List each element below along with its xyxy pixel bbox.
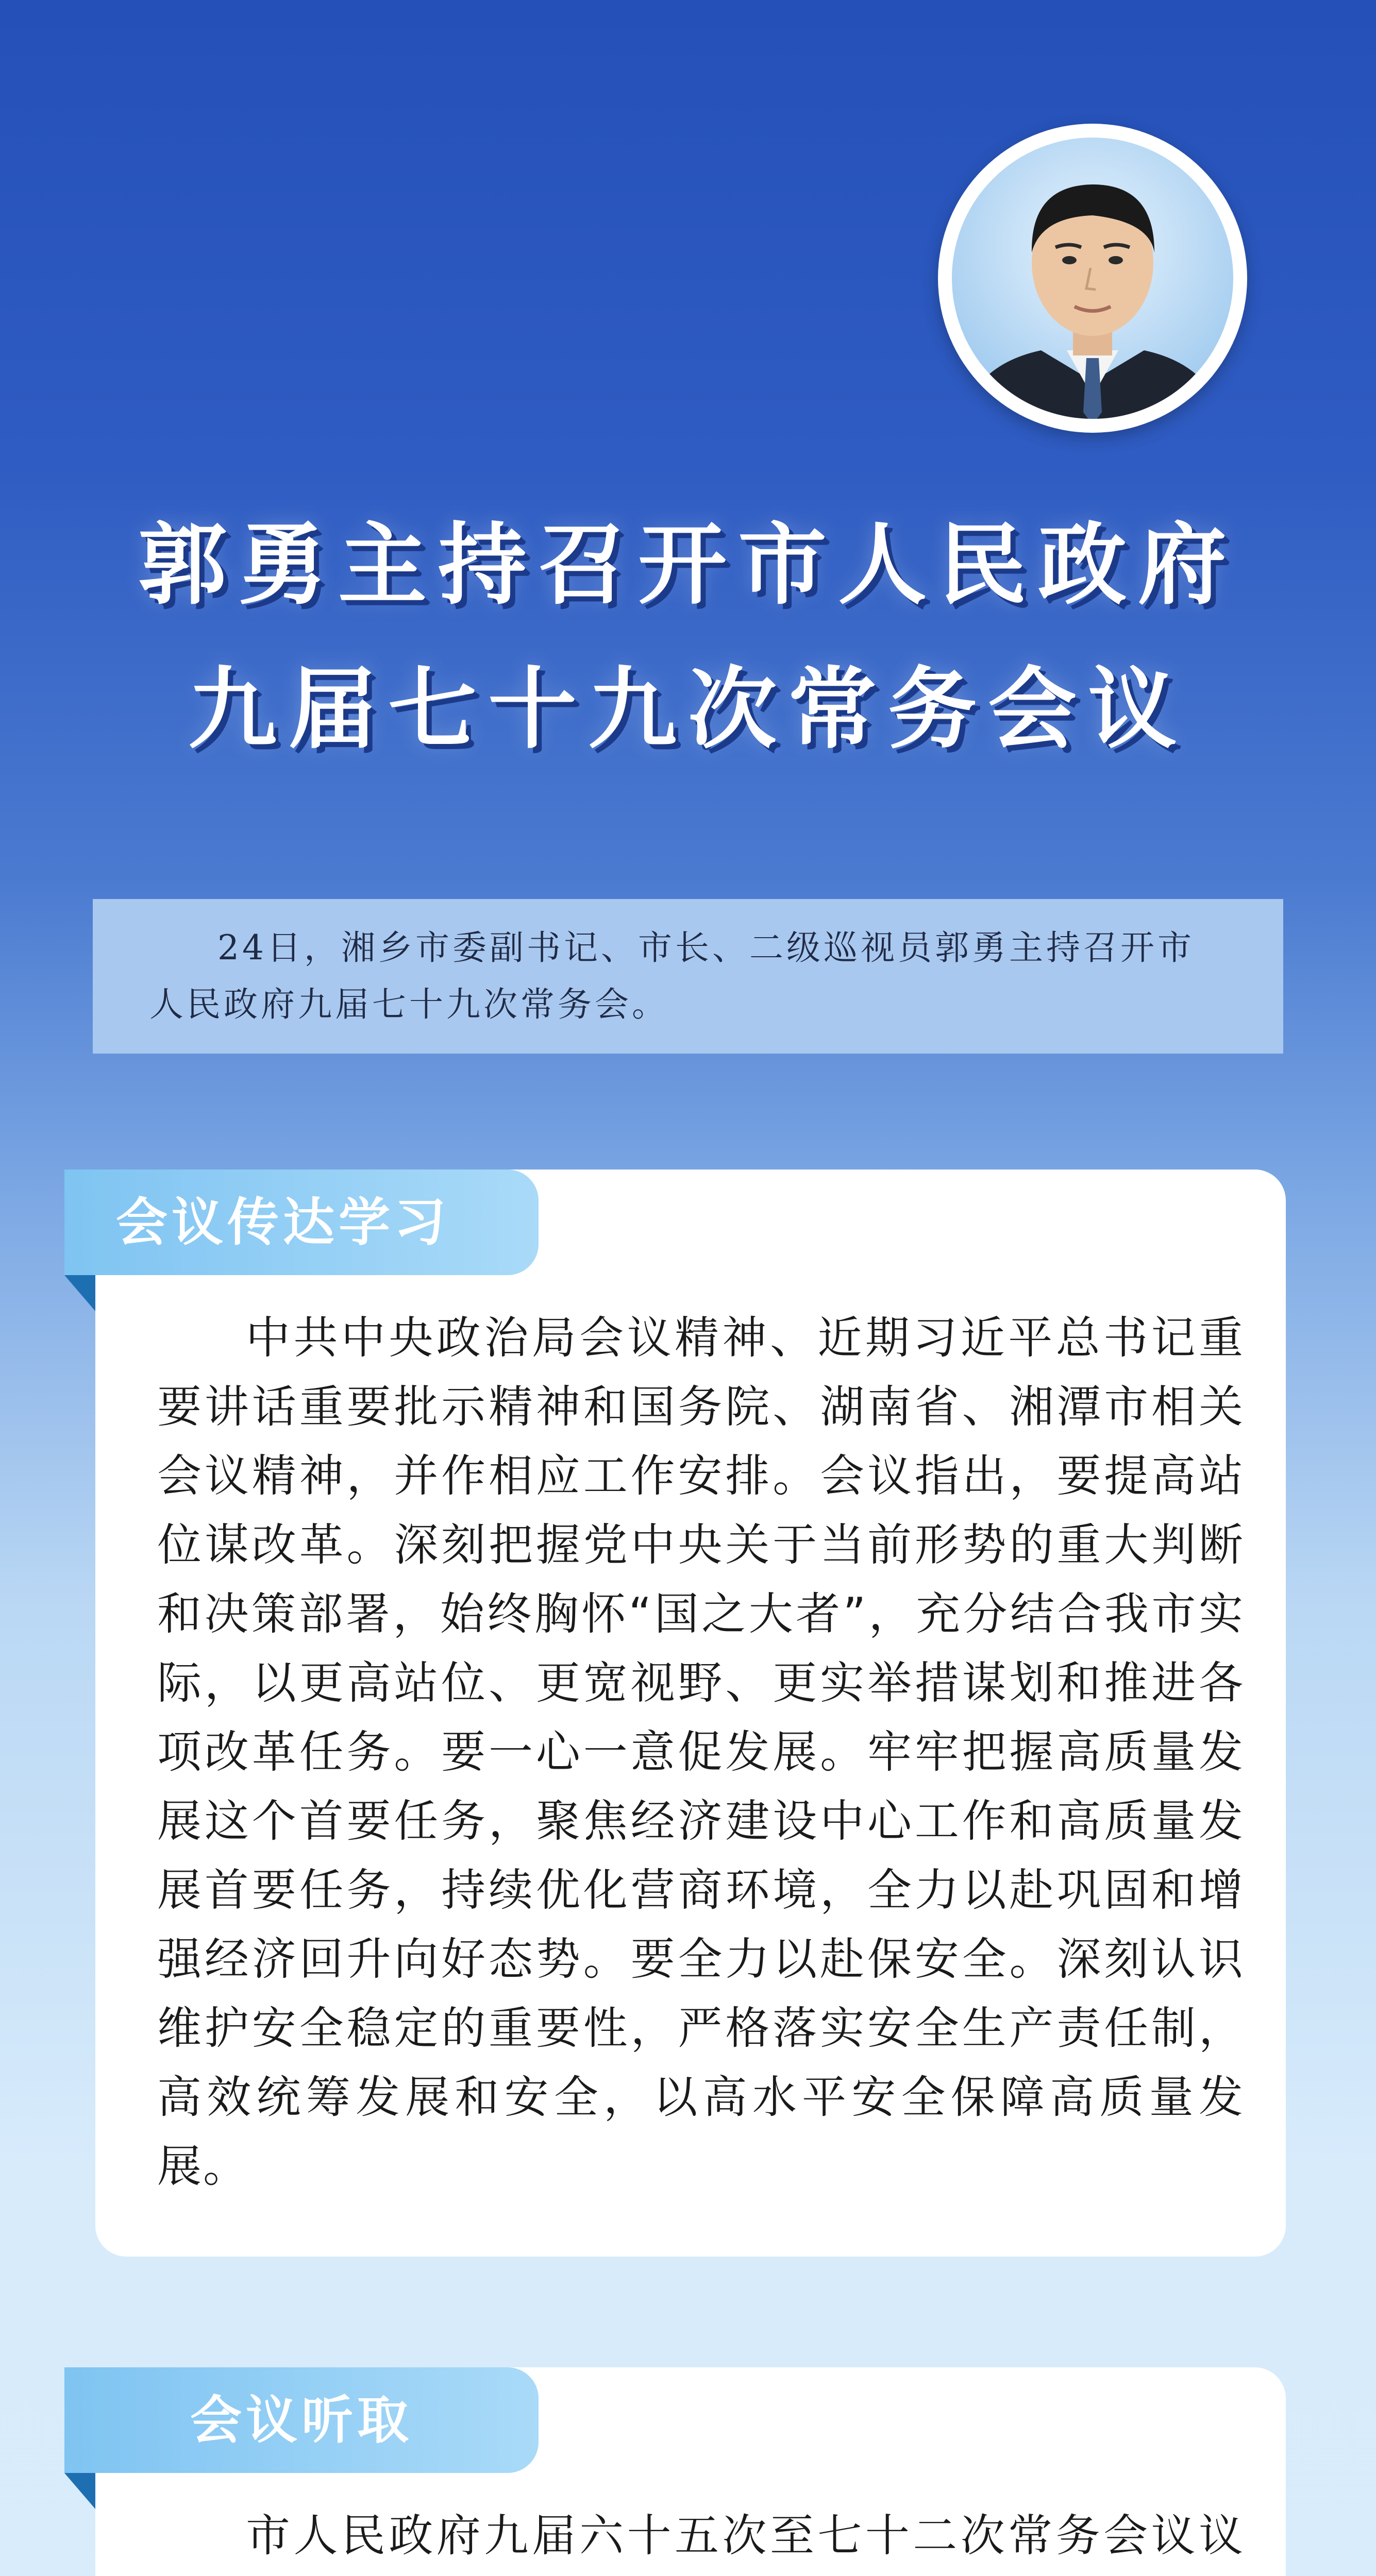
section-heading: 会议传达学习 xyxy=(116,1192,450,1252)
section-heading: 会议听取 xyxy=(190,2390,413,2450)
page-title-line-2: 九届七十九次常务会议 xyxy=(188,656,1188,761)
tab-fold xyxy=(64,1275,95,1311)
section-body xyxy=(157,2501,1245,2576)
section-heading-tab xyxy=(64,1170,539,1275)
portrait-illustration xyxy=(938,124,1247,433)
portrait-photo xyxy=(938,124,1247,433)
tab-fold xyxy=(64,2473,95,2509)
section-heading-tab xyxy=(64,2367,539,2473)
section-paragraph: 市人民政府九届六十五次至七十二次常务会议议 xyxy=(246,2510,1245,2562)
section-paragraph: 中共中央政治局会议精神、近期习近平总书记重要讲话重要批示精神和国务院、湖南省、湘潭市相关会议精神，并作相应工作安排。会议指出，要提高站位谋改革。深刻把握党中央关于当前形势的重大判断和决策部署，始终胸怀“国之大者”，充分结合我市实际，以更高站位、更宽视野、更实举措谋划和推进各项改革任务。要一心一意促发展。牢牢把握高质量发展这个首要任务，聚焦经济建设中心工作和高质量发展首要任务，持续优化营商环境，全力以赴巩固和增强经济回升向好态势。要全力以赴保安全。深刻认识维护安全稳定的重要性，严格落实安全生产责任制，高效统筹发展和安全，以高水平安全保障高质量发展。 xyxy=(157,1312,1245,2192)
page-title-line-1: 郭勇主持召开市人民政府 xyxy=(138,512,1238,617)
section-card-study xyxy=(95,1170,1286,2257)
section-body xyxy=(157,1303,1245,2201)
summary-box: 24日，湘乡市委副书记、市长、二级巡视员郭勇主持召开市人民政府九届七十九次常务会。 xyxy=(93,899,1283,1054)
